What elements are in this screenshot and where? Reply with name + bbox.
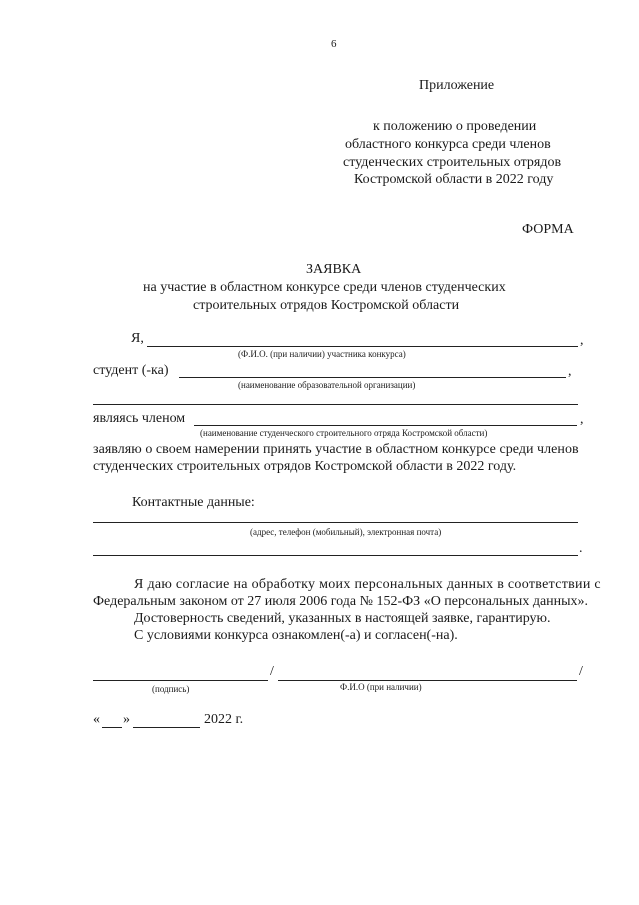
student-field-line[interactable] [179, 377, 566, 378]
appendix-line: к положению о проведении [373, 119, 537, 134]
name-field-line[interactable] [147, 346, 578, 347]
application-title: ЗАЯВКА [306, 262, 362, 277]
signature-separator-end: / [579, 664, 583, 679]
contacts-label: Контактные данные: [132, 495, 255, 510]
consent-line: Я даю согласие на обработку моих персональных данных в соответствии с [134, 577, 601, 592]
signature-name-hint: Ф.И.О (при наличии) [340, 682, 422, 692]
contacts-field-line-2[interactable] [93, 555, 578, 556]
date-close-quote: » [123, 712, 130, 727]
date-month-line[interactable] [133, 727, 200, 728]
statement-line: заявляю о своем намерении принять участие в областном конкурсе среди членов [93, 442, 579, 457]
statement-line: студенческих строительных отрядов Костромской области в 2022 году. [93, 459, 517, 474]
contacts-field-line[interactable] [93, 522, 578, 523]
appendix-title: Приложение [419, 78, 495, 93]
member-field-line[interactable] [194, 425, 577, 426]
member-field-hint: (наименование студенческого строительного отряда Костромской области) [200, 428, 488, 438]
member-prefix: являясь членом [93, 411, 186, 426]
name-field-hint: (Ф.И.О. (при наличии) участника конкурса) [238, 349, 406, 359]
signature-separator: / [270, 664, 274, 679]
contacts-period: . [579, 541, 583, 556]
consent-line: С условиями конкурса ознакомлен(-а) и согласен(-на). [134, 628, 458, 643]
date-open-quote: « [93, 712, 100, 727]
student-field-line-2[interactable] [93, 404, 578, 405]
student-prefix: студент (-ка) [93, 363, 169, 378]
page-number: 6 [331, 38, 337, 50]
appendix-line: студенческих строительных отрядов [343, 155, 562, 170]
date-day-line[interactable] [102, 727, 122, 728]
consent-line: Федеральным законом от 27 июля 2006 года № 152-ФЗ «О персональных данных». [93, 594, 589, 609]
form-label: ФОРМА [522, 222, 574, 237]
appendix-line: Костромской области в 2022 году [354, 172, 554, 187]
date-year: 2022 г. [204, 712, 244, 727]
signature-name-line[interactable] [278, 680, 577, 681]
signature-line[interactable] [93, 680, 268, 681]
appendix-line: областного конкурса среди членов [345, 137, 551, 152]
application-subtitle: строительных отрядов Костромской области [193, 298, 460, 313]
contacts-field-hint: (адрес, телефон (мобильный), электронная почта) [250, 527, 442, 537]
student-field-hint: (наименование образовательной организации) [238, 380, 416, 390]
name-prefix: Я, [131, 331, 144, 346]
name-comma: , [580, 333, 584, 348]
consent-line: Достоверность сведений, указанных в настоящей заявке, гарантирую. [134, 611, 551, 626]
member-comma: , [580, 412, 584, 427]
student-comma: , [568, 364, 572, 379]
signature-hint: (подпись) [152, 684, 190, 694]
application-subtitle: на участие в областном конкурсе среди членов студенческих [143, 280, 506, 295]
